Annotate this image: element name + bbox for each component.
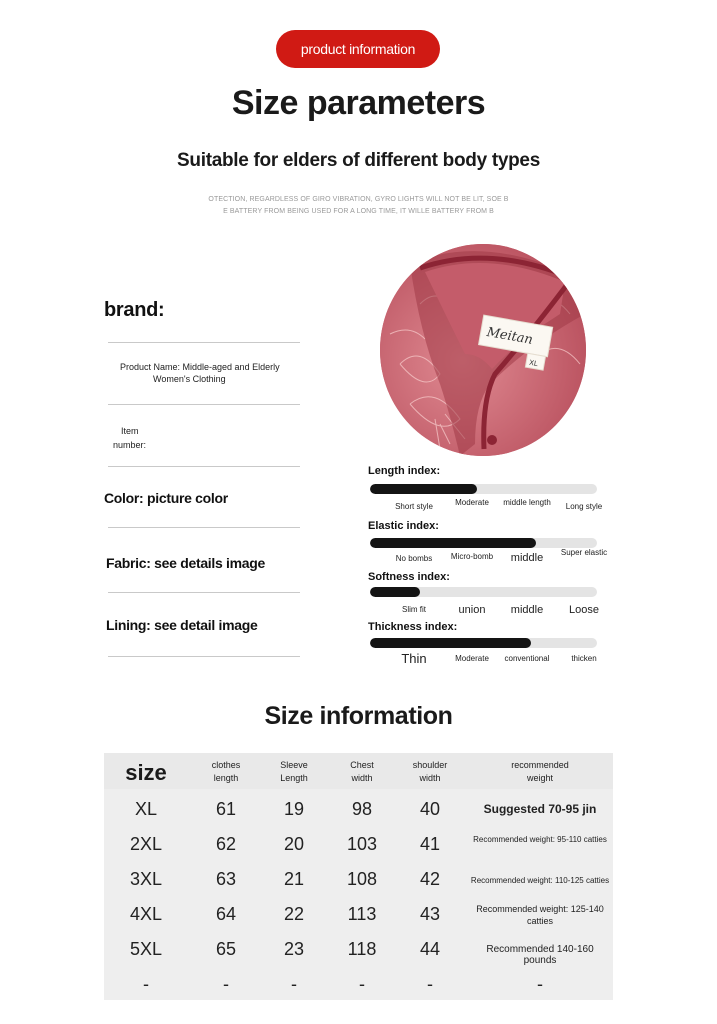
cell-shoulder: 41 — [419, 834, 441, 854]
divider — [108, 466, 300, 467]
product-name-line-2: Women's Clothing — [153, 374, 226, 384]
index-track — [370, 587, 597, 597]
cell-chest: 118 — [347, 939, 377, 959]
cell-sleeve: 22 — [283, 904, 305, 924]
cell-recommended-weight: Recommended weight: 125-140 catties — [476, 904, 604, 926]
index-option: No bombs — [395, 554, 433, 563]
index-option: Super elastic — [560, 548, 608, 557]
cell-shoulder: 42 — [419, 869, 441, 889]
cell-size: 3XL — [129, 869, 163, 889]
header-clothes-length: clothes length — [211, 760, 241, 783]
index-option: Long style — [565, 502, 603, 511]
cell-sleeve: 20 — [283, 834, 305, 854]
cell-size: 5XL — [129, 939, 163, 959]
lining-field: Lining: see detail image — [106, 617, 258, 633]
page-title: Size parameters — [231, 84, 486, 122]
header-chest-width: Chest width — [350, 760, 374, 783]
cell-shoulder: - — [427, 974, 433, 994]
header-sleeve-length: Sleeve Length — [280, 760, 308, 783]
cell-length: 65 — [215, 939, 237, 959]
cell-shoulder: 43 — [419, 904, 441, 924]
label-brand-text: Meitan — [485, 324, 534, 348]
header-size: size — [125, 760, 167, 785]
cell-sleeve: - — [291, 974, 297, 994]
index-option: Moderate — [455, 498, 489, 507]
index-label: Elastic index: — [368, 520, 439, 532]
index-level-fill — [370, 538, 536, 548]
index-option: Short style — [395, 502, 433, 511]
divider — [108, 592, 300, 593]
index-option: conventional — [504, 654, 550, 663]
index-option: union — [458, 604, 486, 616]
product-name-line-1: Product Name: Middle-aged and Elderly — [120, 362, 280, 372]
index-option: Thin — [401, 651, 427, 666]
page-subtitle: Suitable for elders of different body types — [177, 150, 540, 171]
index-option: Moderate — [455, 654, 489, 663]
index-option: thicken — [571, 654, 597, 663]
item-number-line-2: number: — [113, 440, 147, 450]
index-level-fill — [370, 484, 477, 494]
index-option: middle length — [503, 498, 551, 507]
cell-size: XL — [134, 799, 158, 819]
index-label: Length index: — [368, 465, 441, 477]
fabric-field: Fabric: see details image — [106, 555, 266, 571]
fine-print-line-1: OTECTION, REGARDLESS OF GIRO VIBRATION, GYRO LIGHTS WILL NOT BE LIT, SOE B — [208, 196, 509, 203]
index-option: middle — [510, 604, 544, 616]
divider — [108, 656, 300, 657]
item-number-line-1: Item — [121, 426, 139, 436]
divider — [108, 342, 300, 343]
color-field: Color: picture color — [104, 490, 228, 506]
size-information-title: Size information — [264, 702, 453, 730]
cell-chest: - — [359, 974, 365, 994]
cell-recommended-weight: Recommended weight: 95-110 catties — [473, 835, 607, 844]
index-option: Micro-bomb — [450, 552, 494, 561]
cell-sleeve: 19 — [283, 799, 305, 819]
cell-chest: 108 — [346, 869, 378, 889]
index-track — [370, 638, 597, 648]
garment-collar-photo — [380, 244, 586, 456]
header-recommended-weight: recommended weight — [511, 760, 569, 783]
product-information-badge: product information — [276, 30, 440, 68]
brand-label: brand: — [104, 299, 165, 321]
index-option: Slim fit — [402, 605, 426, 614]
label-size-text: XL — [528, 358, 539, 369]
cell-size: 4XL — [129, 904, 163, 924]
cell-length: - — [223, 974, 229, 994]
cell-recommended-weight: Recommended weight: 110-125 catties — [470, 876, 610, 885]
cell-recommended-weight: Suggested 70-95 jin — [483, 802, 597, 816]
index-level-fill — [370, 638, 531, 648]
cell-recommended-weight: Recommended 140-160 pounds — [486, 944, 594, 966]
cell-shoulder: 40 — [419, 799, 441, 819]
index-option: middle — [510, 552, 544, 564]
cell-shoulder: 44 — [419, 939, 441, 959]
index-track — [370, 538, 597, 548]
index-label: Thickness index: — [368, 621, 458, 633]
cell-length: 64 — [215, 904, 237, 924]
index-track — [370, 484, 597, 494]
index-label: Softness index: — [368, 571, 450, 583]
cell-length: 63 — [215, 869, 237, 889]
cell-chest: 98 — [351, 799, 373, 819]
fine-print-line-2: E BATTERY FROM BEING USED FOR A LONG TIME, IT WILLE BATTERY FROM B — [223, 208, 494, 215]
header-shoulder-width: shoulder width — [412, 760, 448, 783]
cell-length: 62 — [215, 834, 237, 854]
divider — [108, 404, 300, 405]
cell-length: 61 — [215, 799, 237, 819]
index-level-fill — [370, 587, 420, 597]
cell-size: 2XL — [129, 834, 163, 854]
index-option: Loose — [569, 604, 599, 616]
divider — [108, 527, 300, 528]
cell-sleeve: 23 — [283, 939, 305, 959]
cell-sleeve: 21 — [283, 869, 305, 889]
cell-size: - — [143, 974, 149, 994]
cell-chest: 113 — [347, 904, 377, 924]
cell-chest: 103 — [346, 834, 378, 854]
cell-recommended-weight: - — [537, 974, 543, 994]
